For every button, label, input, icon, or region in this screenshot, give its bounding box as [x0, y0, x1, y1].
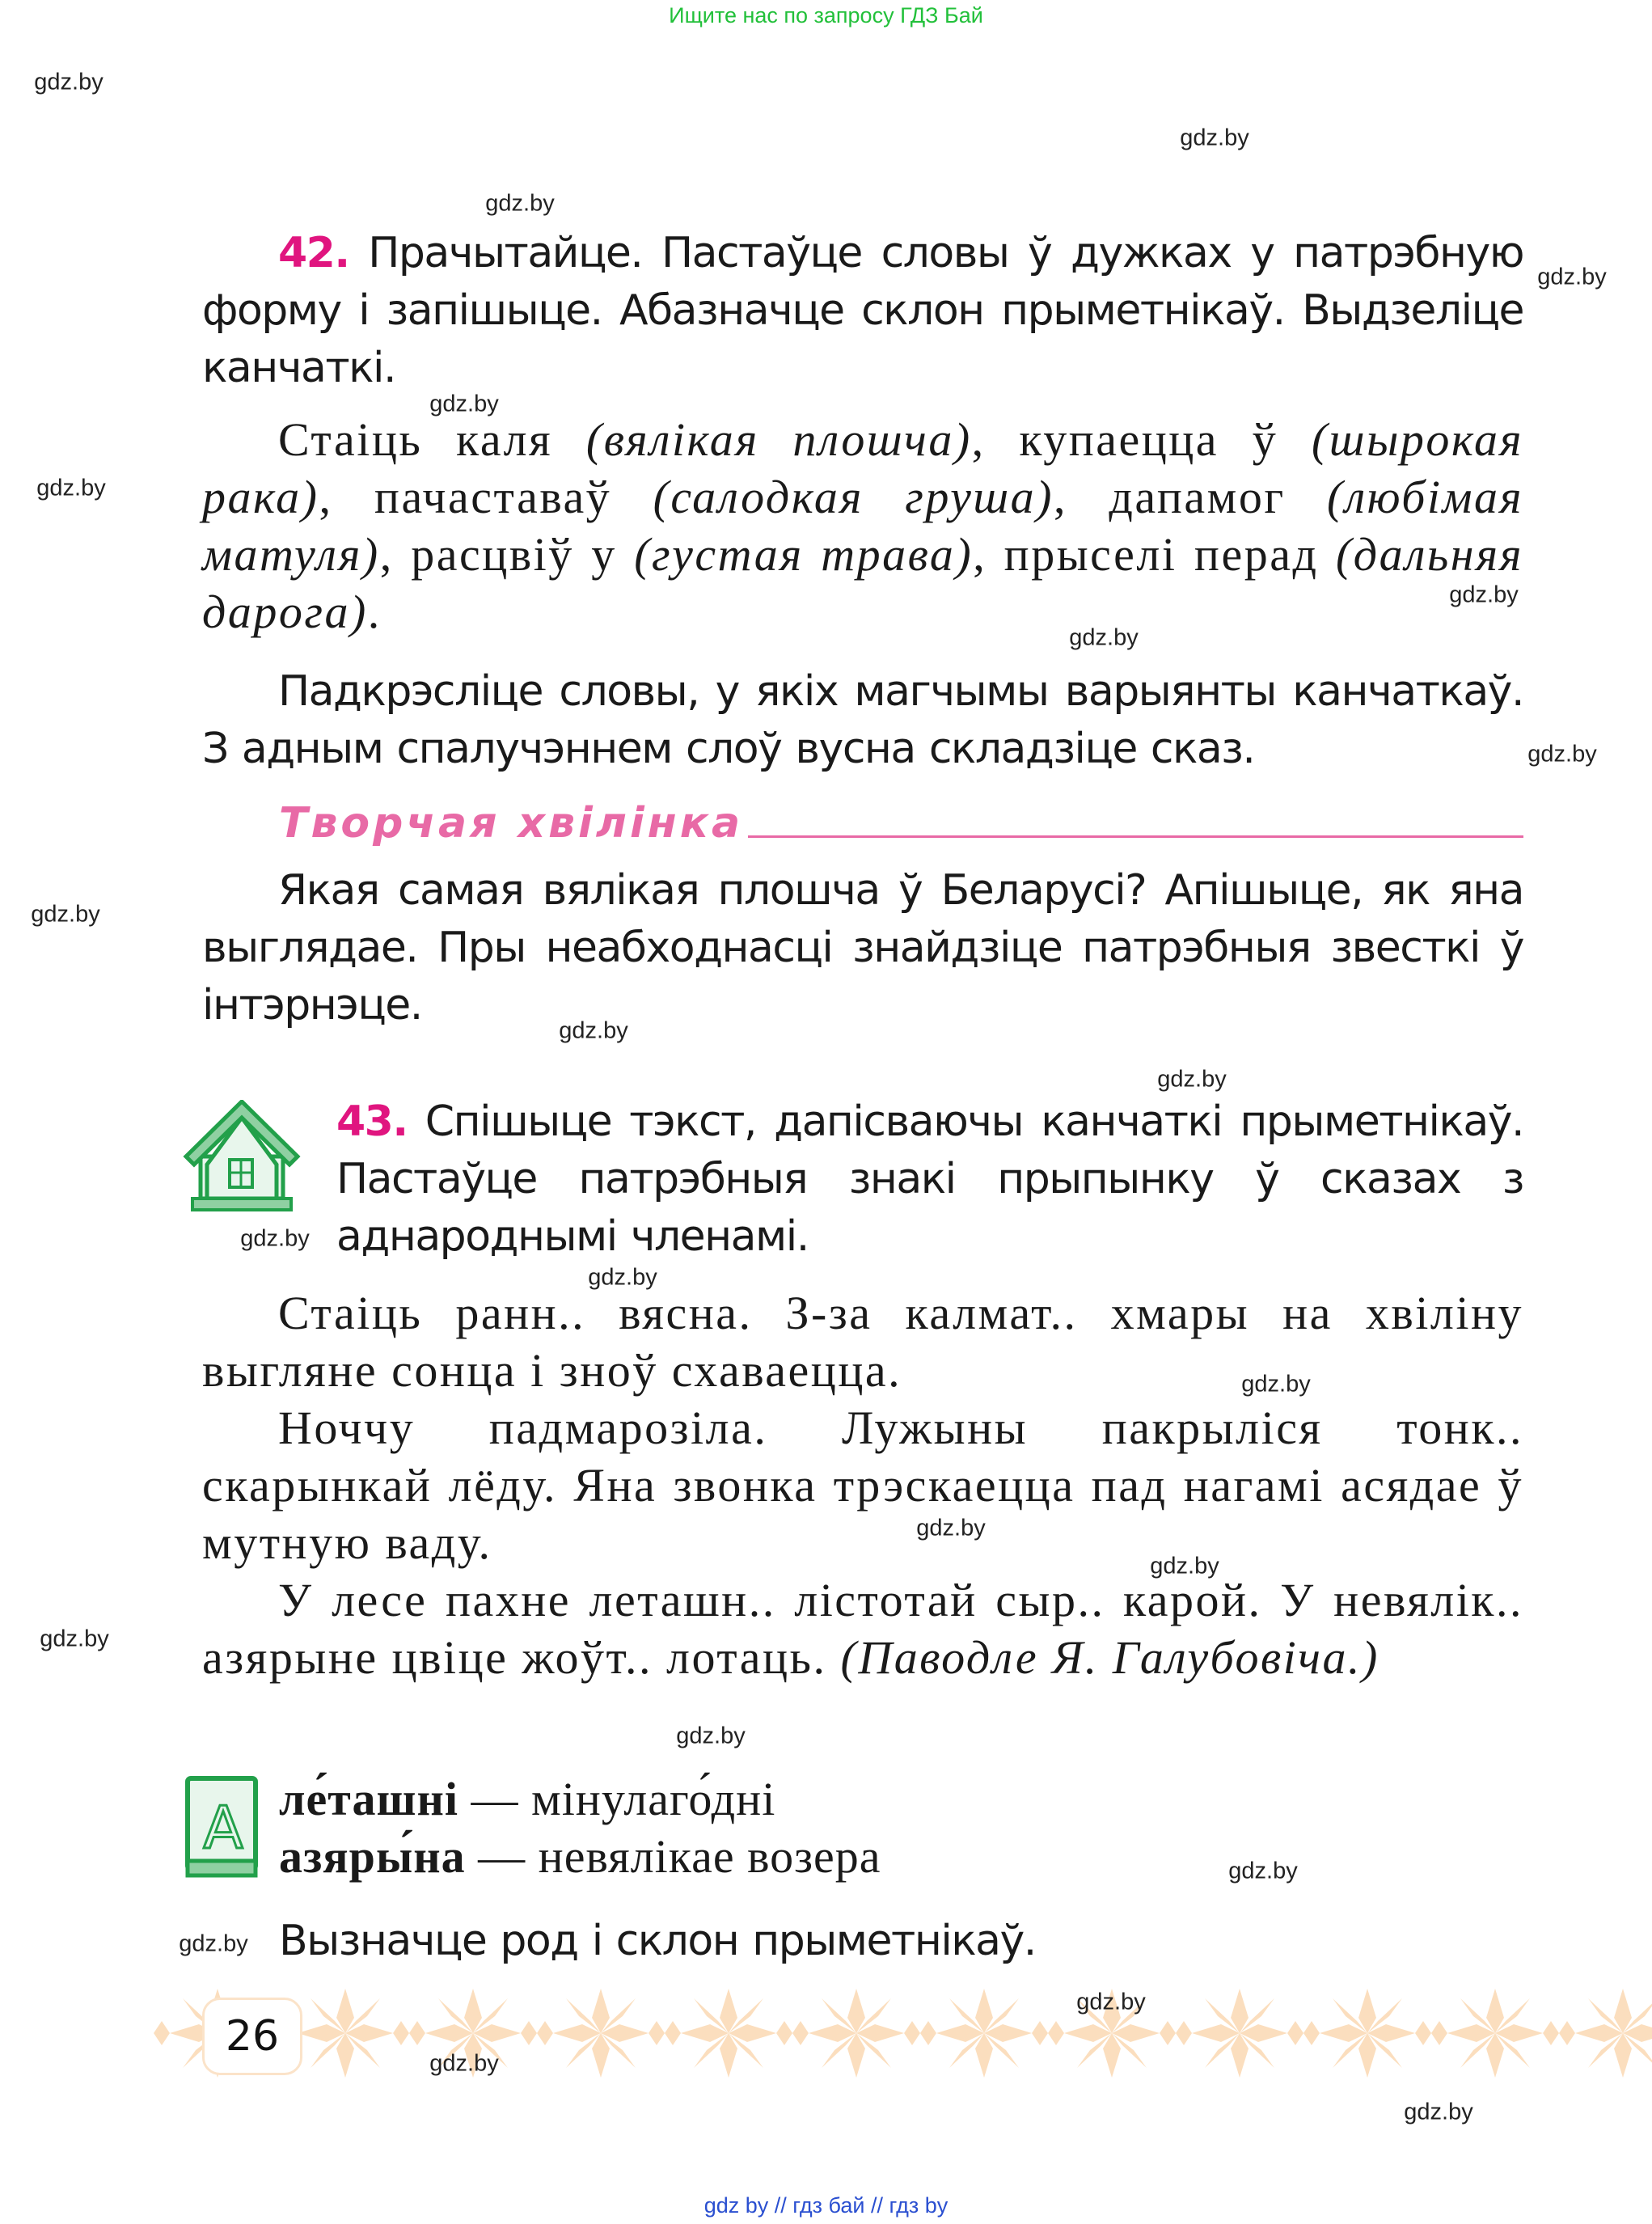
watermark: gdz.by [1404, 2099, 1473, 2125]
home-icon [183, 1100, 301, 1213]
heading-rule [748, 835, 1523, 838]
text-segment: Стаіць каля [278, 413, 586, 466]
text-segment: , расцвіў у [379, 528, 635, 581]
watermark: gdz.by [1228, 1858, 1298, 1884]
watermark: gdz.by [1157, 1066, 1227, 1093]
icon-letter: A [203, 1794, 243, 1862]
watermark: gdz.by [31, 901, 100, 928]
watermark: gdz.by [485, 190, 555, 217]
exercise-43-instruction [336, 1093, 1523, 1266]
exercise-43-p1: Стаіць ранн.. вясна. З-за калмат.. хмары на хвіліну выгляне сонца і зноў схаваецца. [202, 1287, 1523, 1397]
exercise-42-instruction [202, 225, 1523, 397]
footer-links[interactable]: gdz by // гдз бай // гдз by [703, 2193, 949, 2218]
heading-text: Творчая хвілінка [279, 799, 744, 848]
watermark: gdz.by [676, 1723, 746, 1749]
watermark: gdz.by [1150, 1553, 1219, 1579]
instruction-text: Прачытайце. Пастаўце словы ў дужках у патрэбную форму і запішыце. Абазначце склон прыметнікаў. Выдзеліце канчаткі. [202, 229, 1523, 392]
exercise-42-text [202, 411, 1523, 641]
watermark: gdz.by [916, 1515, 986, 1541]
word-in-brackets: (шырокая рака) [202, 413, 1523, 523]
watermark: gdz.by [1069, 624, 1139, 651]
watermark: gdz.by [429, 391, 499, 417]
exercise-42-task: Падкрэсліце словы, у якіх магчымы варыянты канчаткаў. З адным спалучэннем слоў вусна складзіце сказ. [202, 667, 1523, 773]
word-in-brackets: (густая трава) [634, 528, 974, 581]
instruction-text: Спішыце тэкст, дапісваючы канчаткі прыметнікаў. Пастаўце патрэбныя знакі прыпынку ў сказах з аднароднымі членамі. [336, 1097, 1523, 1261]
source-citation: (Паводле Я. Галубовіча.) [840, 1631, 1379, 1684]
paragraph-text: У лесе пахне леташн.. лістотай сыр.. карой. У невялік.. азярыне цвіце жоўт.. лотаць. [202, 1574, 1523, 1684]
watermark: gdz.by [1180, 125, 1249, 151]
watermark: gdz.by [36, 475, 106, 501]
word-in-brackets: (вялікая плошча) [585, 413, 972, 466]
watermark: gdz.by [559, 1017, 628, 1044]
watermark: gdz.by [588, 1264, 657, 1291]
exercise-number: 42. [278, 229, 349, 277]
word-in-brackets: (дальняя дарога) [202, 528, 1524, 638]
glossary-meaning: мінулаго́дні [530, 1773, 776, 1825]
glossary-word: азяры́на [279, 1830, 466, 1883]
watermark: gdz.by [429, 2050, 499, 2077]
dash: — [465, 1830, 539, 1883]
text-segment: , купаецца ў [971, 413, 1312, 466]
dictionary-book-icon [183, 1775, 260, 1880]
word-in-brackets: (салодкая груша) [653, 471, 1054, 523]
text-segment: , пачаставаў [319, 471, 653, 523]
final-task: Вызначце род і склон прыметнікаў. [279, 1917, 1036, 1965]
page-number: 26 [202, 1998, 302, 2075]
creative-heading [279, 799, 1523, 848]
text-segment: , прыселі перад [973, 528, 1336, 581]
glossary-entry [279, 1828, 881, 1885]
watermark: gdz.by [34, 69, 104, 95]
exercise-43-p2: Ноччу падмарозіла. Лужыны пакрыліся тонк.. скарынкай лёду. Яна звонка трэскаецца пад нагамі асядае ў мутную ваду. [202, 1402, 1523, 1569]
glossary-entry [279, 1770, 775, 1828]
top-banner[interactable]: Ищите нас по запросу ГДЗ Бай [669, 3, 983, 27]
watermark: gdz.by [40, 1626, 109, 1652]
exercise-number: 43. [336, 1097, 408, 1146]
word-in-brackets: (любімая матуля) [202, 471, 1523, 581]
exercise-43-p3 [202, 1571, 1523, 1686]
watermark: gdz.by [179, 1930, 248, 1957]
watermark: gdz.by [240, 1225, 310, 1252]
watermark: gdz.by [1241, 1371, 1311, 1397]
glossary-meaning: невялікае возера [538, 1830, 881, 1883]
folk-ornament-band [154, 1985, 1652, 2081]
watermark: gdz.by [1449, 581, 1519, 608]
glossary-word: ле́ташні [279, 1773, 458, 1825]
text-segment: , дапамог [1053, 471, 1327, 523]
watermark: gdz.by [1527, 741, 1597, 767]
watermark: gdz.by [1076, 1989, 1146, 2015]
watermark: gdz.by [1537, 264, 1607, 290]
creative-text: Якая самая вялікая плошча ў Беларусі? Апішыце, як яна выглядае. Пры неабходнасці знайдзіце патрэбныя звесткі ў інтэрнэце. [202, 866, 1523, 1030]
dash: — [458, 1773, 531, 1825]
text-segment: . [367, 586, 382, 638]
